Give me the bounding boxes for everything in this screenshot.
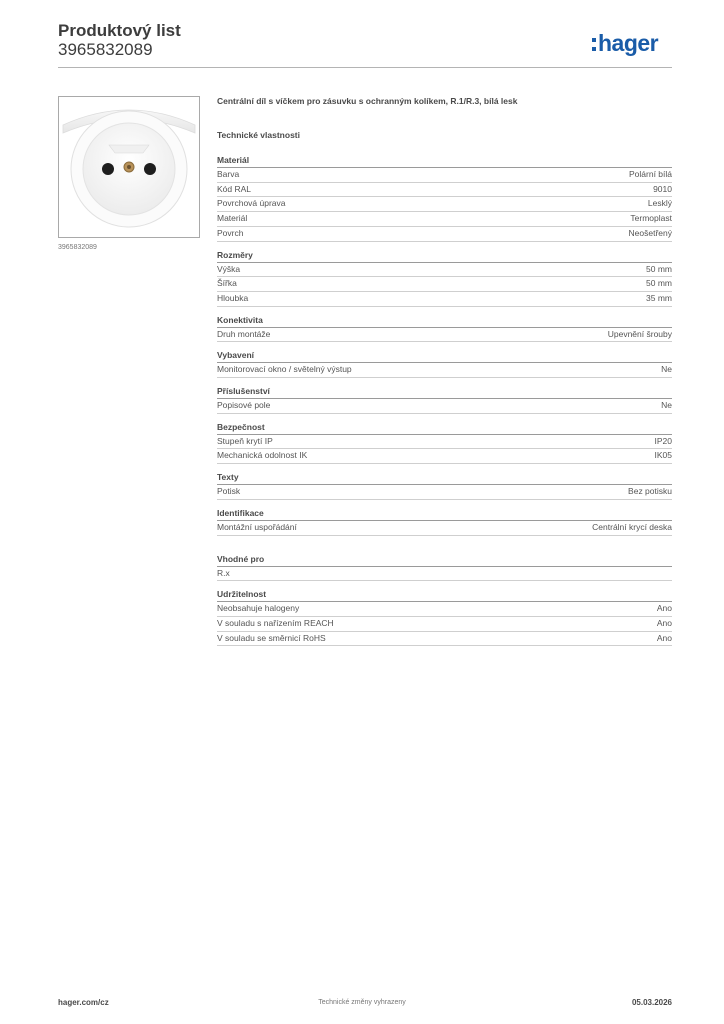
spec-section bbox=[217, 250, 672, 307]
spec-label: Montážní uspořádání bbox=[217, 521, 297, 532]
spec-value: Centrální krycí deska bbox=[592, 521, 672, 532]
spec-row bbox=[217, 485, 672, 500]
spec-label: Šířka bbox=[217, 278, 237, 289]
spec-label: Stupeň krytí IP bbox=[217, 435, 273, 446]
spec-value: Polární bílá bbox=[629, 169, 672, 179]
section-title: Texty bbox=[217, 472, 672, 485]
spec-row bbox=[217, 212, 672, 227]
section-title: Materiál bbox=[217, 155, 672, 168]
product-number: 3965832089 bbox=[58, 40, 153, 59]
product-image bbox=[58, 96, 200, 238]
hager-logo bbox=[592, 28, 658, 58]
spec-row bbox=[217, 567, 672, 582]
spec-label: V souladu se směrnicí RoHS bbox=[217, 632, 326, 643]
section-title: Bezpečnost bbox=[217, 422, 672, 435]
spec-row bbox=[217, 617, 672, 632]
spec-section bbox=[217, 554, 672, 582]
spec-value: Ano bbox=[656, 632, 672, 643]
spec-value: 50 mm bbox=[646, 263, 672, 274]
spec-section bbox=[217, 315, 672, 343]
spec-value: 35 mm bbox=[646, 292, 672, 303]
spec-value: Lesklý bbox=[647, 198, 672, 209]
spec-row bbox=[217, 183, 672, 198]
socket-with-lid-icon bbox=[59, 97, 199, 237]
spec-label: Kód RAL bbox=[217, 183, 252, 194]
spec-section bbox=[217, 155, 672, 242]
section-title: Vhodné pro bbox=[217, 554, 672, 567]
spec-row bbox=[217, 227, 672, 242]
spec-section bbox=[217, 386, 672, 414]
product-description: Centrální díl s víčkem pro zásuvku s ochranným kolíkem, R.1/R.3, bílá lesk bbox=[217, 96, 518, 106]
spec-section bbox=[217, 422, 672, 464]
spec-label: Povrchová úprava bbox=[217, 198, 286, 209]
footer-date: 05.03.2026 bbox=[631, 998, 672, 1007]
spec-label: R.x bbox=[217, 567, 230, 578]
spec-section bbox=[217, 472, 672, 500]
section-title: Udržitelnost bbox=[217, 589, 672, 602]
spec-value: IK05 bbox=[654, 450, 672, 461]
spec-value: 50 mm bbox=[646, 278, 672, 289]
spec-label: Druh montáže bbox=[217, 328, 271, 339]
section-title: Rozměry bbox=[217, 250, 672, 263]
spec-row bbox=[217, 602, 672, 617]
spec-value: Ano bbox=[656, 617, 672, 628]
spec-label: Hloubka bbox=[217, 292, 249, 303]
footer-notice: Technické změny vyhrazeny bbox=[318, 999, 406, 1006]
logo-text: hager bbox=[598, 30, 659, 56]
spec-label: Povrch bbox=[217, 227, 244, 238]
section-title: Identifikace bbox=[217, 508, 672, 521]
spec-label: Potisk bbox=[217, 486, 241, 497]
spec-section bbox=[217, 350, 672, 378]
section-title: Vybavení bbox=[217, 350, 672, 363]
spec-value: Bez potisku bbox=[628, 486, 672, 497]
spec-row bbox=[217, 449, 672, 464]
spec-value: Upevnění šrouby bbox=[607, 328, 672, 339]
spec-value: Ne bbox=[661, 364, 672, 375]
spec-row bbox=[217, 197, 672, 212]
spec-row bbox=[217, 363, 672, 378]
spec-label: Neobsahuje halogeny bbox=[217, 603, 300, 614]
spec-section bbox=[217, 589, 672, 646]
spec-label: Barva bbox=[217, 169, 240, 179]
spec-value: Termoplast bbox=[630, 213, 672, 224]
spec-value: IP20 bbox=[654, 435, 672, 446]
section-title: Konektivita bbox=[217, 315, 672, 328]
spec-row bbox=[217, 399, 672, 414]
image-caption: 3965832089 bbox=[58, 244, 97, 251]
spec-value: Neošetřený bbox=[628, 227, 672, 238]
spec-label: Monitorovací okno / světelný výstup bbox=[217, 364, 352, 375]
spec-row bbox=[217, 521, 672, 536]
footer-website: hager.com/cz bbox=[58, 998, 109, 1007]
spec-row bbox=[217, 263, 672, 278]
section-title: Příslušenství bbox=[217, 386, 672, 399]
spec-row bbox=[217, 632, 672, 647]
header-divider bbox=[58, 67, 672, 68]
spec-sections bbox=[217, 155, 672, 646]
logo-colon-icon bbox=[592, 38, 596, 51]
tech-properties-title: Technické vlastnosti bbox=[217, 130, 300, 140]
spec-label: Výška bbox=[217, 263, 241, 274]
spec-row bbox=[217, 435, 672, 450]
spec-value: 9010 bbox=[653, 183, 672, 194]
spec-section bbox=[217, 508, 672, 536]
spec-value: Ne bbox=[661, 400, 672, 411]
spec-value: Ano bbox=[656, 603, 672, 614]
spec-label: Mechanická odolnost IK bbox=[217, 450, 308, 461]
spec-row bbox=[217, 328, 672, 343]
spec-label: Popisové pole bbox=[217, 400, 271, 411]
spec-label: Materiál bbox=[217, 213, 248, 224]
page-title: Produktový list bbox=[58, 21, 181, 40]
spec-content bbox=[217, 96, 672, 654]
spec-label: V souladu s nařízením REACH bbox=[217, 617, 334, 628]
spec-row bbox=[217, 292, 672, 307]
spec-row bbox=[217, 277, 672, 292]
spec-row bbox=[217, 168, 672, 183]
